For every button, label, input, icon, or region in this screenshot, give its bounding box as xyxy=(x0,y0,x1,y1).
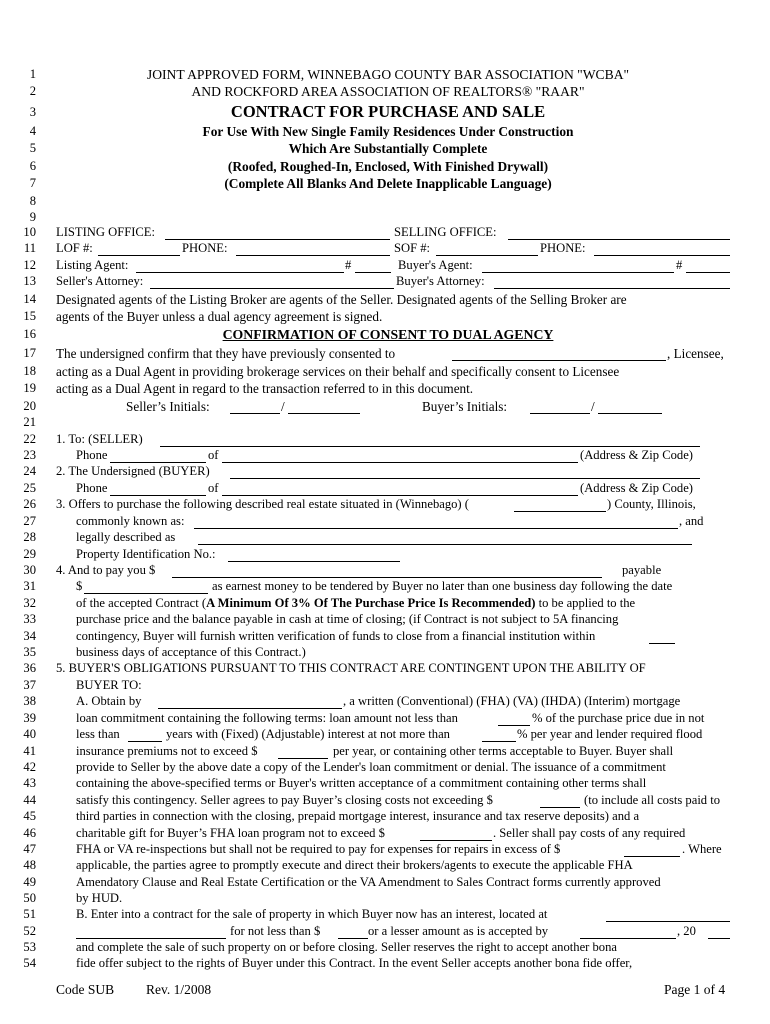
line-number: 33 xyxy=(23,612,36,626)
line-number: 36 xyxy=(23,661,36,675)
sof-label: SOF #: xyxy=(394,241,431,255)
line-number: 41 xyxy=(23,744,36,758)
mortgage-type-text: , a written (Conventional) (FHA) (VA) (IHDA) (Interim) mortgage xyxy=(343,694,681,708)
known-as-label: commonly known as: xyxy=(76,514,185,528)
line-number: 38 xyxy=(23,694,36,708)
seller-initials-field-1[interactable] xyxy=(230,400,280,414)
line-41 xyxy=(0,743,770,760)
earnest-money-field[interactable] xyxy=(84,580,208,594)
seller-initials-field-2[interactable] xyxy=(288,400,360,414)
header-line-6 xyxy=(0,158,770,175)
line-36 xyxy=(0,660,770,677)
consent-line xyxy=(0,345,770,362)
line-number: 19 xyxy=(23,381,36,395)
line-number: 9 xyxy=(29,210,36,224)
line-number: 13 xyxy=(23,274,36,288)
line-49 xyxy=(0,874,770,891)
lof-row xyxy=(0,240,770,257)
line-32 xyxy=(0,595,770,612)
sale-amount-field[interactable] xyxy=(338,925,368,939)
line-number: 3 xyxy=(29,105,36,119)
line-number: 39 xyxy=(23,711,36,725)
line-44 xyxy=(0,792,770,809)
line-39 xyxy=(0,710,770,727)
attorney-row xyxy=(0,273,770,290)
seller-address-field[interactable] xyxy=(222,449,578,463)
earnest-money-text: as earnest money to be tendered by Buyer no later than one business day following the date xyxy=(212,579,673,593)
seller-initials-slash: / xyxy=(281,399,285,414)
less-than-label: less than xyxy=(76,727,120,741)
line-number: 37 xyxy=(23,678,36,692)
third-parties-text: third parties in connection with the closing, prepaid mortgage interest, insurance and tax reserve deposits) and a xyxy=(76,809,640,823)
pin-label: Property Identification No.: xyxy=(76,547,216,561)
buyer-phone-label: Phone xyxy=(76,481,108,495)
subtitle-1: For Use With New Single Family Residences Under Construction xyxy=(202,124,574,139)
interest-rate-field[interactable] xyxy=(482,728,516,742)
header-line-4 xyxy=(0,123,770,140)
business-days-text: business days of acceptance of this Contract.) xyxy=(76,645,306,659)
line-38 xyxy=(0,693,770,710)
minimum-recommended: A Minimum Of 3% Of The Purchase Price Is Recommended) xyxy=(206,596,536,610)
line-number: 25 xyxy=(23,481,36,495)
bona-fide-text: fide offer subject to the rights of Buyer under this Contract. In the event Seller accepts another bona fide offer, xyxy=(76,956,633,970)
buyer-obligations-heading: 5. BUYER'S OBLIGATIONS PURSUANT TO THIS CONTRACT ARE CONTINGENT UPON THE ABILITY OF xyxy=(56,661,646,675)
header-raar: AND ROCKFORD AREA ASSOCIATION OF REALTORS® "RAAR" xyxy=(191,84,585,99)
buyer-initials-label: Buyer’s Initials: xyxy=(422,399,508,414)
subtitle-3: (Roofed, Roughed-In, Enclosed, With Finished Drywall) xyxy=(227,159,549,174)
by-hud-text: by HUD. xyxy=(76,891,123,905)
header-wcba: JOINT APPROVED FORM, WINNEBAGO COUNTY BAR ASSOCIATION "WCBA" xyxy=(146,67,630,82)
line-54 xyxy=(0,955,770,972)
line-number: 44 xyxy=(23,793,36,807)
consent-text: The undersigned confirm that they have previously consented to xyxy=(56,346,396,361)
line-number: 18 xyxy=(23,364,36,378)
line-number: 54 xyxy=(23,956,36,970)
earnest-dollar: $ xyxy=(76,579,83,593)
page-title: CONTRACT FOR PURCHASE AND SALE xyxy=(230,102,546,121)
selling-office-field[interactable] xyxy=(508,226,730,240)
line-number: 11 xyxy=(23,241,36,255)
line-53 xyxy=(0,939,770,956)
seller-phone-row xyxy=(0,447,770,464)
line-number: 23 xyxy=(23,448,36,462)
year-field[interactable] xyxy=(708,925,730,939)
lender-commitment-text: provide to Seller by the above date a copy of the Lender's loan commitment or denial. The issuance of a commitment xyxy=(76,760,666,774)
line-number: 24 xyxy=(23,464,36,478)
subtitle-4: (Complete All Blanks And Delete Inapplicable Language) xyxy=(224,176,552,191)
listing-agent-label: Listing Agent: xyxy=(56,258,129,272)
closing-costs-field[interactable] xyxy=(540,794,580,808)
price-row xyxy=(0,562,770,579)
line-number: 46 xyxy=(23,826,36,840)
pin-row xyxy=(0,546,770,563)
page-number: Page 1 of 4 xyxy=(664,982,726,997)
buyer-name-field[interactable] xyxy=(230,465,700,479)
loan-amount-text: loan commitment containing the following terms: loan amount not less than xyxy=(76,711,458,725)
buyer-initials-field-1[interactable] xyxy=(530,400,590,414)
line-number: 31 xyxy=(23,579,36,593)
flood-text: % per year and lender required flood xyxy=(517,727,703,741)
property-location-field[interactable] xyxy=(606,908,730,922)
buyers-agent-field[interactable] xyxy=(482,259,674,273)
lof-phone-label: PHONE: xyxy=(182,241,228,255)
property-offer-text: 3. Offers to purchase the following described real estate situated in (Winnebago) ( xyxy=(56,497,469,511)
line-number: 4 xyxy=(29,124,36,138)
line-number: 51 xyxy=(23,907,36,921)
legal-description-label: legally described as xyxy=(76,530,176,544)
line-40 xyxy=(0,726,770,743)
accepted-contract-text xyxy=(76,595,736,612)
sof-phone-label: PHONE: xyxy=(540,241,586,255)
line-number: 34 xyxy=(23,629,36,643)
line-number: 48 xyxy=(23,858,36,872)
lof-phone-field[interactable] xyxy=(236,242,390,256)
insurance-text-2: per year, or containing other terms acceptable to Buyer. Buyer shall xyxy=(333,744,674,758)
known-as-suffix: , and xyxy=(679,514,704,528)
fha-clause-text: applicable, the parties agree to promptly execute and direct their brokers/agents to execute the applicable FHA xyxy=(76,858,633,872)
line-number: 35 xyxy=(23,645,36,659)
line-number: 42 xyxy=(23,760,36,774)
buyer-phone-field[interactable] xyxy=(110,482,206,496)
loan-percent-text: % of the purchase price due in not xyxy=(532,711,705,725)
complete-sale-text: and complete the sale of such property on or before closing. Seller reserves the right to accept another bona xyxy=(76,940,617,954)
dual-agency-heading: CONFIRMATION OF CONSENT TO DUAL AGENCY xyxy=(222,327,554,342)
line-number: 45 xyxy=(23,809,36,823)
line-42 xyxy=(0,759,770,776)
buyer-label: 2. The Undersigned (BUYER) xyxy=(56,464,210,478)
line-45 xyxy=(0,808,770,825)
year-prefix: , 20 xyxy=(677,924,696,938)
obtain-by-field[interactable] xyxy=(158,695,342,709)
licensee-suffix: , Licensee, xyxy=(667,346,724,361)
designated-agents-line-1 xyxy=(0,291,770,308)
buyer-address-hint: (Address & Zip Code) xyxy=(580,481,693,495)
listing-agent-number-field[interactable] xyxy=(355,259,391,273)
line-47 xyxy=(0,841,770,858)
repairs-field[interactable] xyxy=(624,843,680,857)
insurance-text: insurance premiums not to exceed $ xyxy=(76,744,258,758)
line-number: 32 xyxy=(23,596,36,610)
line-number: 30 xyxy=(23,563,36,577)
line-number: 53 xyxy=(23,940,36,954)
buyer-of-label: of xyxy=(208,481,219,495)
listing-agent-hash: # xyxy=(345,258,352,272)
closing-costs-text-2: (to include all costs paid to xyxy=(584,793,721,807)
buyers-attorney-field[interactable] xyxy=(494,275,730,289)
line-48 xyxy=(0,857,770,874)
loan-years-field[interactable] xyxy=(128,728,162,742)
line-35 xyxy=(0,644,770,661)
line-34 xyxy=(0,628,770,645)
line-number: 14 xyxy=(23,292,36,306)
line-number: 17 xyxy=(23,346,36,360)
form-code: Code SUB xyxy=(56,982,115,997)
line-43 xyxy=(0,775,770,792)
listing-agent-field[interactable] xyxy=(136,259,344,273)
legal-description-row xyxy=(0,529,770,546)
buyer-to-text: BUYER TO: xyxy=(76,678,142,692)
known-as-row xyxy=(0,513,770,530)
sof-field[interactable] xyxy=(436,242,538,256)
lof-label: LOF #: xyxy=(56,241,93,255)
accepted-contract-c: to be applied to the xyxy=(535,596,636,610)
line-number: 28 xyxy=(23,530,36,544)
accepted-contract-a: of the accepted Contract ( xyxy=(76,596,207,610)
header-line-5 xyxy=(0,140,770,157)
buyers-attorney-label: Buyer's Attorney: xyxy=(396,274,485,288)
va-amendment-text: Amendatory Clause and Real Estate Certification or the VA Amendment to Sales Contract forms currently approved xyxy=(76,875,661,889)
charitable-gift-field[interactable] xyxy=(420,827,492,841)
line-19 xyxy=(0,380,770,397)
commitment-terms-text: containing the above-specified terms or Buyer's written acceptance of a commitment containing other terms shall xyxy=(76,776,647,790)
agent-row xyxy=(0,257,770,274)
property-location-field-2[interactable] xyxy=(76,925,226,939)
licensee-field[interactable] xyxy=(452,347,666,361)
purchase-price-text: purchase price and the balance payable in cash at time of closing; (if Contract is not subject to 5A financing xyxy=(76,612,619,626)
seller-name-field[interactable] xyxy=(160,433,700,447)
pin-field[interactable] xyxy=(228,548,400,562)
line-number: 6 xyxy=(29,159,36,173)
sellers-attorney-field[interactable] xyxy=(150,275,394,289)
buyer-initials-slash: / xyxy=(591,399,595,414)
dual-agency-heading-row xyxy=(0,326,770,343)
seller-phone-label: Phone xyxy=(76,448,108,462)
line-number: 50 xyxy=(23,891,36,905)
selling-office-label: SELLING OFFICE: xyxy=(394,225,497,239)
line-number: 10 xyxy=(23,225,36,239)
line-number: 15 xyxy=(23,309,36,323)
line-number: 43 xyxy=(23,776,36,790)
sale-contract-text: B. Enter into a contract for the sale of property in which Buyer now has an interest, located at xyxy=(76,907,548,921)
line-number: 12 xyxy=(23,258,36,272)
line-number: 8 xyxy=(29,194,36,208)
line-number: 40 xyxy=(23,727,36,741)
line-number: 47 xyxy=(23,842,36,856)
reinspection-costs-text: . Seller shall pay costs of any required xyxy=(493,826,686,840)
charitable-gift-text: charitable gift for Buyer’s FHA loan program not to exceed $ xyxy=(76,826,385,840)
line-number: 27 xyxy=(23,514,36,528)
line-number: 2 xyxy=(29,84,36,98)
contingency-text: contingency, Buyer will furnish written verification of funds to close from a financial institution within xyxy=(76,629,596,643)
line-37 xyxy=(0,677,770,694)
line-51 xyxy=(0,906,770,923)
buyer-row xyxy=(0,463,770,480)
county-suffix: ) County, Illinois, xyxy=(607,497,696,511)
header-line-1 xyxy=(0,66,770,83)
loan-percent-field[interactable] xyxy=(498,712,530,726)
sof-phone-field[interactable] xyxy=(594,242,730,256)
line-number: 5 xyxy=(29,141,36,155)
listing-office-label: LISTING OFFICE: xyxy=(56,225,156,239)
initials-row xyxy=(0,398,770,415)
price-label: 4. And to pay you $ xyxy=(56,563,156,577)
line-number: 29 xyxy=(23,547,36,561)
property-county-row xyxy=(0,496,770,513)
where-text: . Where xyxy=(682,842,722,856)
repairs-text: FHA or VA re-inspections but shall not be required to pay for expenses for repairs in excess of $ xyxy=(76,842,561,856)
designated-agents-text-1: Designated agents of the Listing Broker are agents of the Seller. Designated agents of the Selling Broker are xyxy=(56,292,627,307)
line-number: 20 xyxy=(23,399,36,413)
obtain-by-label: A. Obtain by xyxy=(76,694,142,708)
line-33 xyxy=(0,611,770,628)
lesser-amount-text: or a lesser amount as is accepted by xyxy=(368,924,549,938)
line-52 xyxy=(0,923,770,940)
line-number: 16 xyxy=(23,327,36,341)
line-number: 22 xyxy=(23,432,36,446)
line-number: 26 xyxy=(23,497,36,511)
designated-agents-line-2 xyxy=(0,308,770,325)
seller-phone-field[interactable] xyxy=(110,449,206,463)
designated-agents-text-2: agents of the Buyer unless a dual agency agreement is signed. xyxy=(56,309,383,324)
office-row xyxy=(0,224,770,241)
buyer-address-field[interactable] xyxy=(222,482,578,496)
header-line-7 xyxy=(0,175,770,192)
lof-field[interactable] xyxy=(98,242,180,256)
header-line-2 xyxy=(0,83,770,100)
line-number: 1 xyxy=(29,67,36,81)
line-number-row xyxy=(0,193,770,210)
buyer-phone-row xyxy=(0,480,770,497)
line-number: 7 xyxy=(29,176,36,190)
form-revision: Rev. 1/2008 xyxy=(146,982,212,997)
seller-label: 1. To: (SELLER) xyxy=(56,432,143,446)
seller-address-hint: (Address & Zip Code) xyxy=(580,448,693,462)
buyers-agent-label: Buyer's Agent: xyxy=(398,258,473,272)
closing-costs-text: satisfy this contingency. Seller agrees to pay Buyer’s closing costs not exceeding $ xyxy=(76,793,493,807)
line-46 xyxy=(0,825,770,842)
buyer-initials-field-2[interactable] xyxy=(598,400,662,414)
header-line-3 xyxy=(0,101,770,123)
line-number: 21 xyxy=(23,415,36,429)
county-field[interactable] xyxy=(514,498,606,512)
price-payable: payable xyxy=(622,563,662,577)
known-as-field[interactable] xyxy=(194,515,678,529)
buyers-agent-hash: # xyxy=(676,258,683,272)
line-18 xyxy=(0,363,770,380)
dual-agent-text-1: acting as a Dual Agent in providing brokerage services on their behalf and specifically consent to Licensee xyxy=(56,364,620,379)
line-number: 52 xyxy=(23,924,36,938)
interest-text: years with (Fixed) (Adjustable) interest at not more than xyxy=(166,727,450,741)
not-less-than-text: for not less than $ xyxy=(230,924,321,938)
legal-description-field[interactable] xyxy=(198,531,692,545)
earnest-money-row xyxy=(0,578,770,595)
accepted-by-date-field[interactable] xyxy=(580,925,676,939)
seller-of-label: of xyxy=(208,448,219,462)
business-days-field[interactable] xyxy=(649,630,675,644)
subtitle-2: Which Are Substantially Complete xyxy=(288,141,488,156)
line-50 xyxy=(0,890,770,907)
buyers-agent-number-field[interactable] xyxy=(686,259,730,273)
insurance-field[interactable] xyxy=(278,745,328,759)
dual-agent-text-2: acting as a Dual Agent in regard to the transaction referred to in this document. xyxy=(56,381,474,396)
listing-office-field[interactable] xyxy=(165,226,390,240)
line-number-row xyxy=(0,414,770,431)
price-field[interactable] xyxy=(172,564,602,578)
seller-row xyxy=(0,431,770,448)
sellers-attorney-label: Seller's Attorney: xyxy=(56,274,144,288)
seller-initials-label: Seller’s Initials: xyxy=(126,399,210,414)
line-number: 49 xyxy=(23,875,36,889)
